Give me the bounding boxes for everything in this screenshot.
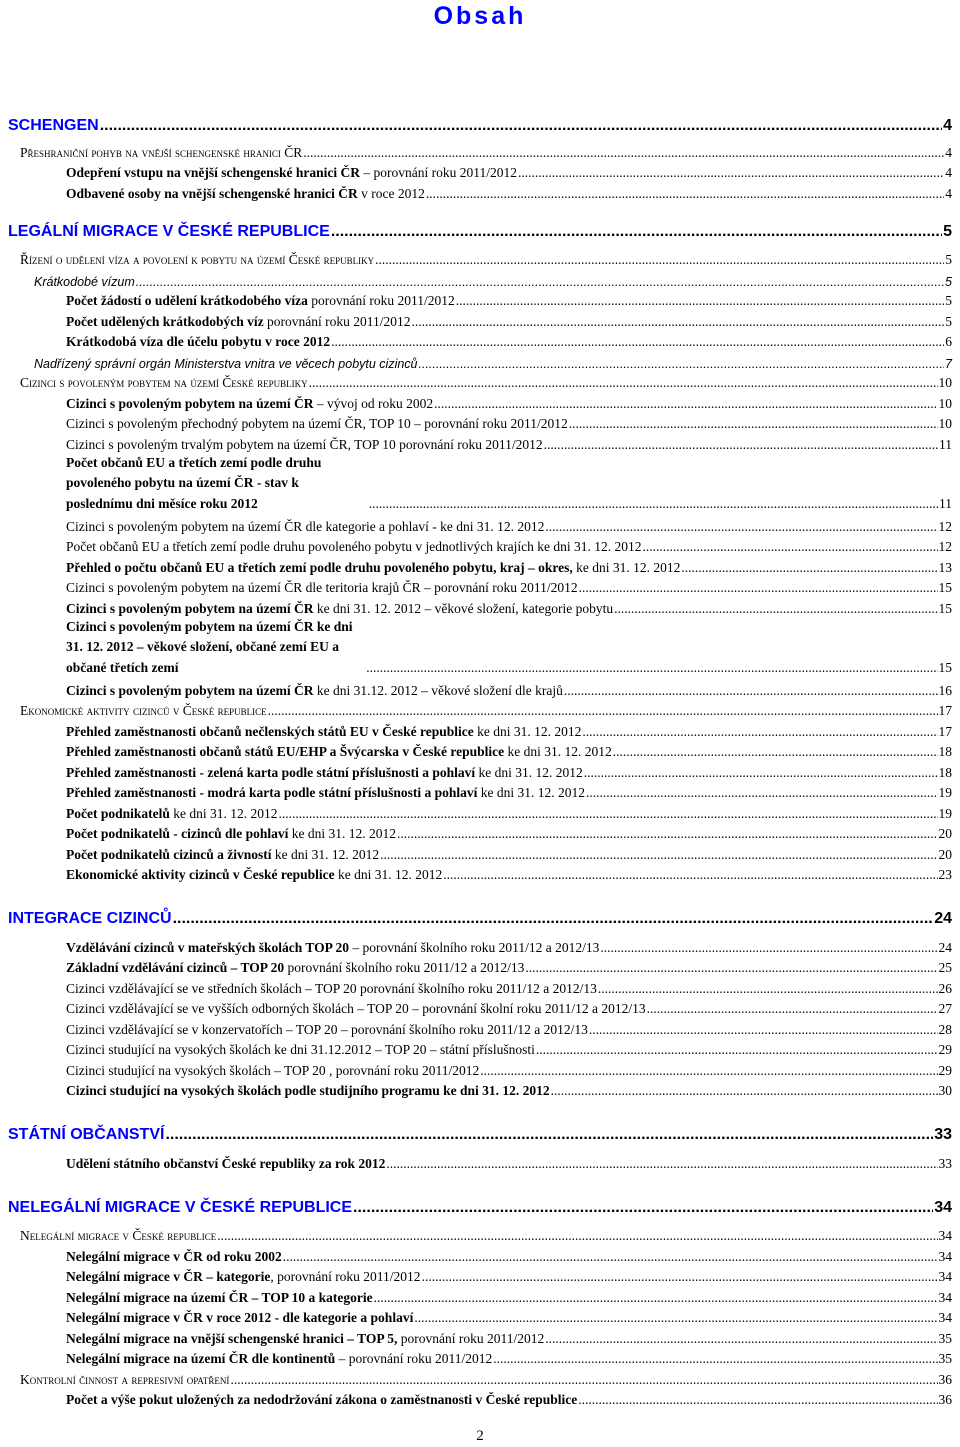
toc-page-number: 15 [938, 659, 952, 675]
toc-entry-title-rest: porovnání roku 2011/2012 [397, 1330, 545, 1346]
toc-entry-title [66, 416, 568, 432]
toc-heading[interactable] [0, 216, 960, 248]
toc-entry-title-rest: – porovnání roku 2011/2012 [360, 165, 518, 180]
toc-entry-title [66, 601, 613, 617]
toc-entry-title-main: Vzdělávání cizinců v mateřských školách TOP 20 [66, 939, 350, 955]
spacer [0, 1099, 960, 1119]
toc-entry-title-main: Kontrolní činnost a represivní opatření [20, 1371, 230, 1387]
toc-entry-title-main: Nelegální migrace na území ČR dle kontinentů [66, 1351, 336, 1366]
leader-dots [600, 940, 937, 956]
toc-entry-title-rest: porovnání školního roku 2011/12 a 2012/13 [284, 960, 525, 975]
toc-entry[interactable] [0, 863, 960, 884]
toc-entry-title-main: Cizinci s povoleným pobytem na území ČR dle kategorie a pohlaví - ke dni 31. 12. 2012 [66, 518, 545, 534]
toc-entry[interactable] [0, 576, 960, 597]
toc-entry-title [66, 806, 278, 822]
leader-dots [578, 1392, 937, 1408]
toc-entry-title-main: Udělení státního občanství České republiky za rok 2012 [66, 1155, 386, 1171]
toc-entry-title-main: Nelegální migrace v České republice [20, 1228, 217, 1243]
toc-entry[interactable] [0, 1326, 960, 1347]
toc-page-number: 15 [938, 600, 952, 616]
toc-entry[interactable] [0, 1038, 960, 1059]
toc-entry[interactable] [0, 935, 960, 956]
toc-entry-title-rest: ke dni 31. 12. 2012 [475, 764, 583, 780]
toc-entry-title-main: Cizinci s povoleným pobytem na území ČR [66, 600, 314, 616]
toc-heading[interactable] [0, 903, 960, 935]
leader-dots [283, 1249, 938, 1265]
leader-dots [586, 785, 937, 801]
toc-entry-title [66, 396, 433, 412]
toc-entry-title [66, 1001, 646, 1017]
page-number: 2 [476, 1428, 484, 1444]
toc-entry-title-main: INTEGRACE CIZINCŮ [8, 910, 172, 927]
toc-entry-title-rest: ke dni 31. 12. 2012 [477, 785, 586, 800]
toc-entry[interactable] [0, 330, 960, 351]
toc-entry[interactable] [0, 997, 960, 1018]
toc-entry-title [66, 165, 517, 181]
toc-entry[interactable] [0, 1151, 960, 1172]
toc-entry-title-rest: porovnání roku 2011/2012 [263, 313, 411, 329]
toc-page-number: 12 [938, 539, 952, 554]
toc-entry[interactable] [0, 740, 960, 761]
toc-entry-title [8, 910, 172, 928]
toc-page-number: 24 [938, 939, 952, 955]
toc-entry[interactable] [0, 1265, 960, 1286]
toc-entry-title [66, 1042, 535, 1058]
leader-dots [386, 1156, 937, 1172]
leader-dots [544, 437, 938, 453]
toc-entry-title-rest: v roce 2012 [357, 185, 425, 201]
toc-entry-title-rest: ke dni 31. 12. 2012 [288, 826, 397, 841]
spacer [0, 883, 960, 903]
toc-entry[interactable] [0, 596, 960, 617]
toc-entry-title-main: Počet podnikatelů cizinců a živností [66, 846, 272, 862]
toc-entry[interactable] [0, 617, 960, 679]
leader-dots [456, 293, 945, 309]
leader-dots [309, 375, 938, 391]
toc-page-number: 5 [943, 222, 952, 240]
toc-page-number: 12 [938, 518, 952, 534]
leader-dots [375, 252, 944, 268]
table-of-contents [0, 112, 960, 1408]
toc-entry-title-main: Počet podnikatelů - cizinců dle pohlaví [66, 826, 289, 841]
toc-entry-title-main: Cizinci s povoleným pobytem na území České republiky [20, 375, 308, 390]
toc-entry[interactable] [0, 956, 960, 977]
toc-section[interactable] [0, 248, 960, 269]
toc-entry-title [66, 1249, 282, 1265]
toc-page-number: 33 [934, 1126, 952, 1143]
toc-entry-title [66, 1156, 385, 1172]
leader-dots [173, 910, 934, 928]
toc-page-number: 34 [938, 1228, 952, 1243]
toc-heading[interactable] [0, 1192, 960, 1224]
leader-dots [303, 145, 944, 161]
leader-dots [598, 981, 938, 997]
toc-entry-title [66, 437, 543, 453]
toc-entry-title-main: Cizinci vzdělávající se ve středních školách – TOP 20 porovnání školního roku 2011/12 a 2012/13 [66, 980, 597, 996]
toc-entry-title [66, 960, 524, 976]
toc-entry-title [66, 539, 642, 555]
toc-entry-title [66, 453, 368, 515]
leader-dots [613, 744, 938, 760]
toc-entry-title [66, 617, 365, 679]
toc-entry-title-rest: ke dni 31. 12. 2012 – věkové složení, kategorie pobytu [313, 600, 614, 616]
toc-entry-title-main: Počet udělených krátkodobých víz [66, 313, 264, 329]
toc-entry-title [66, 724, 581, 740]
toc-page-number: 36 [938, 1371, 952, 1387]
toc-entry-title [66, 1331, 544, 1347]
toc-entry[interactable] [0, 678, 960, 699]
toc-entry-title [66, 940, 599, 956]
leader-dots [268, 703, 938, 719]
toc-entry-title-main: Přehled zaměstnanosti občanů států EU/EHP a Švýcarska v České republice [66, 744, 505, 759]
toc-entry-title [66, 1392, 577, 1408]
toc-page-number: 13 [938, 559, 952, 575]
leader-dots [614, 601, 937, 617]
leader-dots [374, 1290, 938, 1306]
toc-page-number: 4 [945, 165, 952, 180]
toc-entry-title [66, 519, 544, 535]
toc-entry-title-main: Cizinci s povoleným trvalým pobytem na území ČR, TOP 10 porovnání roku 2011/2012 [66, 436, 543, 452]
leader-dots [434, 396, 937, 412]
leader-dots [230, 1372, 937, 1388]
toc-entry-title-main: Cizinci studující na vysokých školách podle studijního programu ke dni 31. 12. 2012 [66, 1083, 550, 1098]
leader-dots [217, 1228, 937, 1244]
toc-entry[interactable] [0, 555, 960, 576]
toc-entry-title-main: NELEGÁLNÍ MIGRACE V ČESKÉ REPUBLICE [8, 1198, 353, 1216]
toc-entry-title [66, 1351, 492, 1367]
toc-entry-title [66, 683, 563, 699]
toc-entry-title-rest: – vývoj od roku 2002 [313, 395, 434, 411]
toc-entry-title-main: Počet žádostí o udělení krátkodobého víza [66, 293, 308, 308]
toc-page-number: 20 [938, 826, 952, 841]
toc-entry[interactable] [0, 822, 960, 843]
toc-page-number: 29 [938, 1042, 952, 1057]
toc-entry-title-main: Počet občanů EU a třetích zemí podle druhu povoleného pobytu na území ČR - stav k poslednímu dni měsíce roku 2012 [66, 454, 322, 511]
toc-section[interactable] [0, 371, 960, 392]
toc-entry-title [66, 765, 583, 781]
toc-entry-title-rest: ke dni 31. 12. 2012 [169, 805, 278, 821]
toc-entry-title [66, 1083, 550, 1099]
leader-dots [411, 314, 944, 330]
toc-entry[interactable] [0, 432, 960, 453]
leader-dots [681, 560, 937, 576]
toc-page-number: 7 [945, 356, 952, 371]
leader-dots [582, 724, 937, 740]
toc-entry-title [66, 785, 585, 801]
toc-entry[interactable] [0, 842, 960, 863]
leader-dots [551, 1083, 938, 1099]
toc-entry-title [66, 580, 578, 596]
toc-page-number: 34 [938, 1310, 952, 1325]
toc-page-number: 34 [938, 1289, 952, 1305]
toc-entry-title-main: STÁTNÍ OBČANSTVÍ [8, 1126, 165, 1143]
toc-entry-title [20, 1372, 229, 1388]
toc-entry-title [8, 223, 330, 241]
toc-page-number: 34 [938, 1269, 952, 1284]
toc-entry-title-rest: ke dni 31. 12. 2012 [473, 723, 582, 739]
toc-page-number: 4 [945, 185, 952, 201]
toc-page-number: 24 [934, 910, 952, 927]
toc-entry-title [20, 145, 302, 161]
toc-entry-title [20, 252, 374, 268]
toc-page-number: 34 [934, 1198, 952, 1216]
toc-page-number: 26 [938, 980, 952, 996]
toc-entry[interactable] [0, 1388, 960, 1409]
toc-entry-title [20, 703, 267, 719]
toc-entry[interactable] [0, 309, 960, 330]
leader-dots [353, 1199, 933, 1217]
leader-dots [584, 765, 938, 781]
toc-entry-title-main: Cizinci vzdělávající se v konzervatořích – TOP 20 – porovnání školního roku 2011/12 a 2012/13 [66, 1021, 588, 1037]
toc-entry-title-main: LEGÁLNÍ MIGRACE V ČESKÉ REPUBLICE [8, 222, 330, 240]
toc-entry-title-main: Cizinci s povoleným pobytem na území ČR [66, 682, 314, 698]
toc-page-number: 19 [938, 785, 952, 800]
toc-entry-title-main: Nelegální migrace na území ČR – TOP 10 a kategorie [66, 1289, 373, 1305]
toc-page-number: 5 [945, 274, 952, 289]
toc-page-number: 17 [938, 703, 952, 718]
toc-entry-title-main: Přehled zaměstnanosti - zelená karta podle státní příslušnosti a pohlaví [66, 764, 476, 780]
toc-entry-title-main: Řízení o udělení víza a povolení k pobytu na území České republiky [20, 252, 375, 267]
toc-page-number: 4 [945, 144, 952, 160]
toc-page-number: 33 [938, 1155, 952, 1171]
toc-entry-title-main: Cizinci s povoleným přechodný pobytem na území ČR, TOP 10 – porovnání roku 2011/2012 [66, 416, 568, 431]
leader-dots [100, 117, 942, 135]
toc-entry-title-main: Cizinci s povoleným pobytem na území ČR ke dni 31. 12. 2012 – věkové složení, občané zemí EU a občané třetích zemí [66, 618, 353, 675]
toc-page-number: 34 [938, 1248, 952, 1264]
toc-entry[interactable] [0, 391, 960, 412]
toc-entry-title [66, 847, 379, 863]
toc-page-number: 36 [938, 1392, 952, 1407]
toc-page-number: 5 [945, 252, 952, 267]
leader-dots [493, 1351, 937, 1367]
toc-entry-title [66, 186, 425, 202]
toc-entry-title-rest: ke dni 31. 12. 2012 [572, 559, 681, 575]
toc-entry-title [66, 744, 612, 760]
toc-entry[interactable] [0, 514, 960, 535]
toc-entry-title-main: Nelegální migrace v ČR v roce 2012 - dle kategorie a pohlaví [66, 1310, 414, 1325]
toc-entry[interactable] [0, 1058, 960, 1079]
toc-entry-title-rest: – porovnání školního roku 2011/12 a 2012/13 [349, 939, 600, 955]
toc-entry-title-main: Cizinci vzdělávající se ve vyšších odborných školách – TOP 20 – porovnání školní roku 2011/12 a 2012/13 [66, 1001, 646, 1016]
toc-entry-title-main: SCHENGEN [8, 117, 99, 134]
toc-page-number: 18 [938, 764, 952, 780]
toc-entry-title-rest: ke dni 31. 12. 2012 [271, 846, 380, 862]
toc-entry-title [66, 1269, 421, 1285]
leader-dots [480, 1063, 937, 1079]
toc-entry-title-main: Cizinci studující na vysokých školách ke dni 31.12.2012 – TOP 20 – státní příslušnosti [66, 1042, 535, 1057]
toc-page-number: 20 [938, 846, 952, 862]
leader-dots [545, 519, 937, 535]
leader-dots [426, 186, 944, 202]
leader-dots [545, 1331, 937, 1347]
toc-entry[interactable] [0, 801, 960, 822]
toc-entry[interactable] [0, 760, 960, 781]
toc-page-number: 29 [938, 1062, 952, 1078]
toc-page-number: 10 [938, 416, 952, 431]
toc-entry[interactable] [0, 268, 960, 289]
leader-dots [525, 960, 937, 976]
toc-page-number: 16 [938, 682, 952, 698]
toc-page-number: 30 [938, 1083, 952, 1098]
toc-entry[interactable] [0, 1306, 960, 1327]
toc-page-number: 35 [938, 1330, 952, 1346]
toc-entry-title [66, 334, 330, 350]
toc-entry[interactable] [0, 453, 960, 515]
toc-page-number: 4 [943, 117, 952, 134]
leader-dots [579, 580, 938, 596]
toc-page-number: 10 [938, 375, 952, 390]
toc-entry-title [34, 275, 135, 289]
toc-entry-title [66, 826, 396, 842]
toc-page-number: 6 [945, 334, 952, 349]
leader-dots [518, 165, 944, 181]
toc-page-number: 5 [945, 313, 952, 329]
toc-page-number: 28 [938, 1021, 952, 1037]
toc-entry-title-main: Přeshraniční pohyb na vnější schengenské hranici ČR [20, 144, 303, 160]
toc-entry-title [66, 1022, 588, 1038]
toc-page-number: 19 [938, 805, 952, 821]
toc-entry-title [66, 1290, 373, 1306]
toc-entry[interactable] [0, 161, 960, 182]
toc-entry[interactable] [0, 1285, 960, 1306]
toc-entry[interactable] [0, 1244, 960, 1265]
toc-entry-title-main: Nadřízený správní orgán Ministerstva vnitra ve věcech pobytu cizinců [34, 356, 418, 371]
toc-entry-title [66, 293, 455, 309]
toc-entry-title [20, 375, 308, 391]
toc-entry-title [20, 1228, 216, 1244]
toc-entry[interactable] [0, 412, 960, 433]
toc-entry-title-main: Přehled o počtu občanů EU a třetích zemí podle druhu povoleného pobytu, kraj – okres, [66, 559, 573, 575]
leader-dots [165, 1126, 933, 1144]
leader-dots [589, 1022, 938, 1038]
toc-entry-title-main: Odepření vstupu na vnější schengenské hranici ČR [66, 165, 361, 180]
toc-entry[interactable] [0, 181, 960, 202]
leader-dots [419, 357, 945, 371]
toc-entry-title-rest: ke dni 31. 12. 2012 [504, 744, 612, 759]
toc-entry-title-main: Cizinci studující na vysokých školách – TOP 20 , porovnání roku 2011/2012 [66, 1062, 480, 1078]
toc-entry-title-main: Cizinci s povoleným pobytem na území ČR dle teritoria krajů ČR – porovnání roku 2011/2012 [66, 580, 578, 595]
leader-dots [397, 826, 937, 842]
leader-dots [414, 1310, 937, 1326]
toc-entry-title-main: Přehled zaměstnanosti občanů nečlenských států EU v České republice [66, 723, 474, 739]
leader-dots [366, 658, 937, 679]
toc-entry[interactable] [0, 976, 960, 997]
toc-section[interactable] [0, 1367, 960, 1388]
toc-section[interactable] [0, 140, 960, 161]
toc-page-number: 25 [938, 960, 952, 975]
page-title: Obsah [433, 2, 527, 30]
leader-dots [331, 334, 944, 350]
leader-dots [647, 1001, 938, 1017]
toc-entry-title-main: Ekonomické aktivity cizinců v České republice [66, 867, 335, 882]
leader-dots [569, 416, 938, 432]
toc-entry[interactable] [0, 781, 960, 802]
leader-dots [380, 847, 937, 863]
toc-page-number: 18 [938, 744, 952, 759]
leader-dots [422, 1269, 938, 1285]
toc-entry-title-main: Počet a výše pokut uložených za nedodržování zákona o zaměstnanosti v České republice [66, 1392, 578, 1407]
toc-entry-title-main: Počet podnikatelů [66, 805, 170, 821]
toc-section[interactable] [0, 699, 960, 720]
leader-dots [443, 867, 937, 883]
toc-entry-title [66, 1063, 479, 1079]
toc-entry[interactable] [0, 535, 960, 556]
toc-entry-title-main: Počet občanů EU a třetích zemí podle druhu povoleného pobytu v jednotlivých krajích ke dni 31. 12. 2012 [66, 539, 642, 554]
toc-entry[interactable] [0, 1347, 960, 1368]
toc-entry-title [8, 1126, 164, 1144]
toc-entry-title-main: Ekonomické aktivity cizinců v České republice [20, 703, 267, 718]
toc-entry[interactable] [0, 1079, 960, 1100]
toc-page-number: 23 [938, 867, 952, 882]
toc-page-number: 15 [938, 580, 952, 595]
spacer [0, 202, 960, 216]
toc-entry[interactable] [0, 289, 960, 310]
leader-dots [536, 1042, 938, 1058]
toc-entry-title-rest: porovnání roku 2011/2012 [307, 293, 455, 308]
toc-entry-title-main: Nelegální migrace v ČR od roku 2002 [66, 1248, 282, 1264]
toc-page-number: 27 [938, 1001, 952, 1016]
toc-heading[interactable] [0, 112, 960, 140]
toc-page-number: 11 [939, 436, 952, 452]
toc-entry-title-main: Nelegální migrace v ČR – kategorie [66, 1269, 271, 1284]
toc-entry-title [8, 1199, 352, 1217]
toc-entry-title-main: Krátkodobé vízum [34, 274, 135, 289]
toc-page-number: 11 [939, 495, 952, 511]
toc-entry-title-main: Krátkodobá víza dle účelu pobytu v roce 2012 [66, 334, 331, 349]
toc-section[interactable] [0, 1224, 960, 1245]
toc-entry-title [66, 560, 680, 576]
toc-page-number: 10 [938, 395, 952, 411]
toc-entry[interactable] [0, 350, 960, 371]
leader-dots [564, 683, 938, 699]
toc-entry-title-rest: ke dni 31.12. 2012 – věkové složení dle krajů [313, 682, 563, 698]
toc-page-number: 35 [938, 1351, 952, 1366]
toc-entry[interactable] [0, 1017, 960, 1038]
toc-heading[interactable] [0, 1119, 960, 1151]
leader-dots [369, 494, 938, 515]
toc-entry-title [66, 981, 597, 997]
toc-page-number: 17 [938, 723, 952, 739]
toc-entry-title-main: Cizinci s povoleným pobytem na území ČR [66, 395, 314, 411]
leader-dots [643, 539, 938, 555]
spacer [0, 1172, 960, 1192]
toc-entry-title-main: Přehled zaměstnanosti - modrá karta podle státní příslušnosti a pohlaví [66, 785, 478, 800]
toc-entry-title-rest: , porovnání roku 2011/2012 [270, 1269, 421, 1284]
toc-entry-title-rest: – porovnání roku 2011/2012 [335, 1351, 493, 1366]
toc-entry-title-main: Odbavené osoby na vnější schengenské hranici ČR [66, 185, 358, 201]
leader-dots [279, 806, 938, 822]
toc-entry-title [66, 314, 410, 330]
toc-entry-title [8, 117, 99, 135]
leader-dots [136, 275, 944, 289]
toc-entry-title-rest: ke dni 31. 12. 2012 [334, 867, 443, 882]
toc-entry-title [66, 1310, 413, 1326]
toc-entry-title [34, 357, 418, 371]
toc-entry-title [66, 867, 442, 883]
toc-entry-title-main: Nelegální migrace na vnější schengenské hranici – TOP 5, [66, 1330, 398, 1346]
leader-dots [331, 223, 942, 241]
toc-page-number: 5 [945, 293, 952, 308]
toc-entry-title-main: Základní vzdělávání cizinců – TOP 20 [66, 960, 285, 975]
toc-entry[interactable] [0, 719, 960, 740]
